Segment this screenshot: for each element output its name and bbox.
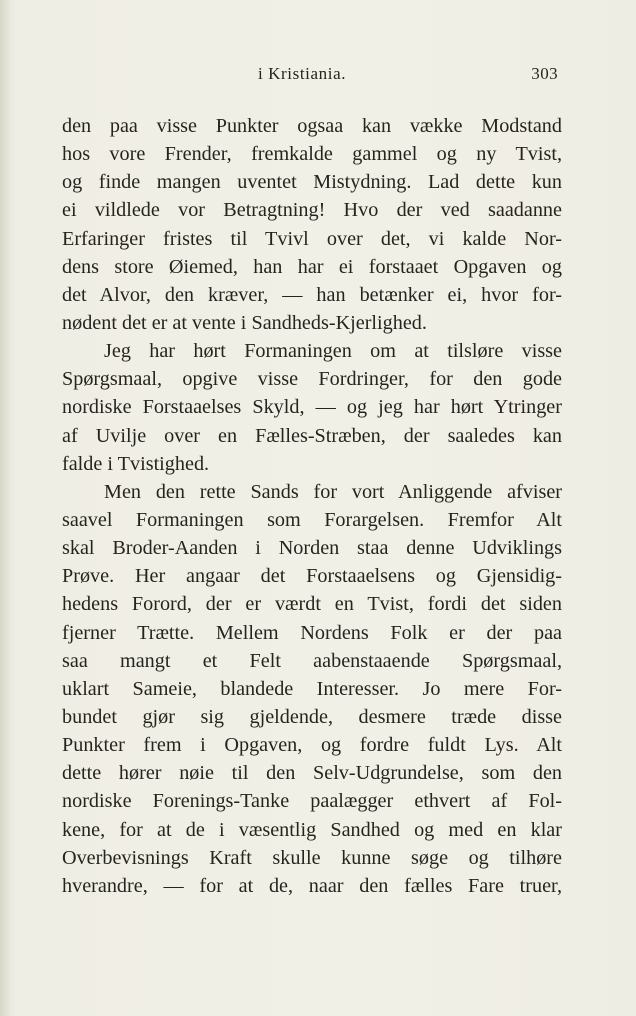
text-line: hedens Forord, der er værdt en Tvist, fordi det siden <box>62 593 562 616</box>
running-head: i Kristiania. <box>258 64 347 83</box>
page-number: 303 <box>531 64 558 83</box>
text-line: Spørgsmaal, opgive visse Fordringer, for den gode <box>62 368 562 391</box>
text-line: og finde mangen uventet Mistydning. Lad dette kun <box>62 171 562 194</box>
text-line: nødent det er at vente i Sandheds-Kjerlighed. <box>62 311 427 334</box>
text-line: dette hører nøie til den Selv-Udgrundelse, som den <box>62 762 562 785</box>
text-line: dens store Øiemed, han har ei forstaaet Opgaven og <box>62 255 562 278</box>
text-line: af Uvilje over en Fælles-Stræben, der saaledes kan <box>62 424 562 447</box>
text-line: Overbevisnings Kraft skulle kunne søge og tilhøre <box>62 846 562 869</box>
text-line: fjerner Trætte. Mellem Nordens Folk er der paa <box>62 621 562 644</box>
page-header <box>62 60 562 90</box>
body-text <box>62 112 562 900</box>
text-line: kene, for at de i væsentlig Sandhed og med en klar <box>62 818 562 841</box>
text-line: ei vildlede vor Betragtning! Hvo der ved saadanne <box>62 199 562 222</box>
text-line: saa mangt et Felt aabenstaaende Spørgsmaal, <box>62 649 562 672</box>
text-line: hverandre, — for at de, naar den fælles Fare truer, <box>62 874 562 897</box>
text-line: Punkter frem i Opgaven, og fordre fuldt Lys. Alt <box>62 734 562 757</box>
text-line: skal Broder-Aanden i Norden staa denne Udviklings <box>62 537 562 560</box>
text-line: uklart Sameie, blandede Interesser. Jo mere For- <box>62 677 562 700</box>
text-line: nordiske Forstaaelses Skyld, — og jeg har hørt Ytringer <box>62 396 562 419</box>
page-gutter-shadow <box>0 0 10 1016</box>
text-line: den paa visse Punkter ogsaa kan vække Modstand <box>62 115 562 137</box>
text-line: det Alvor, den kræver, — han betænker ei, hvor for- <box>62 283 562 306</box>
text-line: hos vore Frender, fremkalde gammel og ny Tvist, <box>62 143 562 166</box>
text-line: nordiske Forenings-Tanke paalægger ethvert af Fol- <box>62 790 562 813</box>
text-line: saavel Formaningen som Forargelsen. Fremfor Alt <box>62 508 562 531</box>
text-line: Erfaringer fristes til Tvivl over det, vi kalde Nor- <box>62 227 562 250</box>
text-line: Jeg har hørt Formaningen om at tilsløre visse <box>104 340 562 363</box>
text-line: falde i Tvistighed. <box>62 452 210 475</box>
text-line: Men den rette Sands for vort Anliggende afviser <box>104 480 562 503</box>
text-line: bundet gjør sig gjeldende, desmere træde disse <box>62 705 562 728</box>
text-line: Prøve. Her angaar det Forstaaelsens og Gjensidig- <box>62 565 562 588</box>
